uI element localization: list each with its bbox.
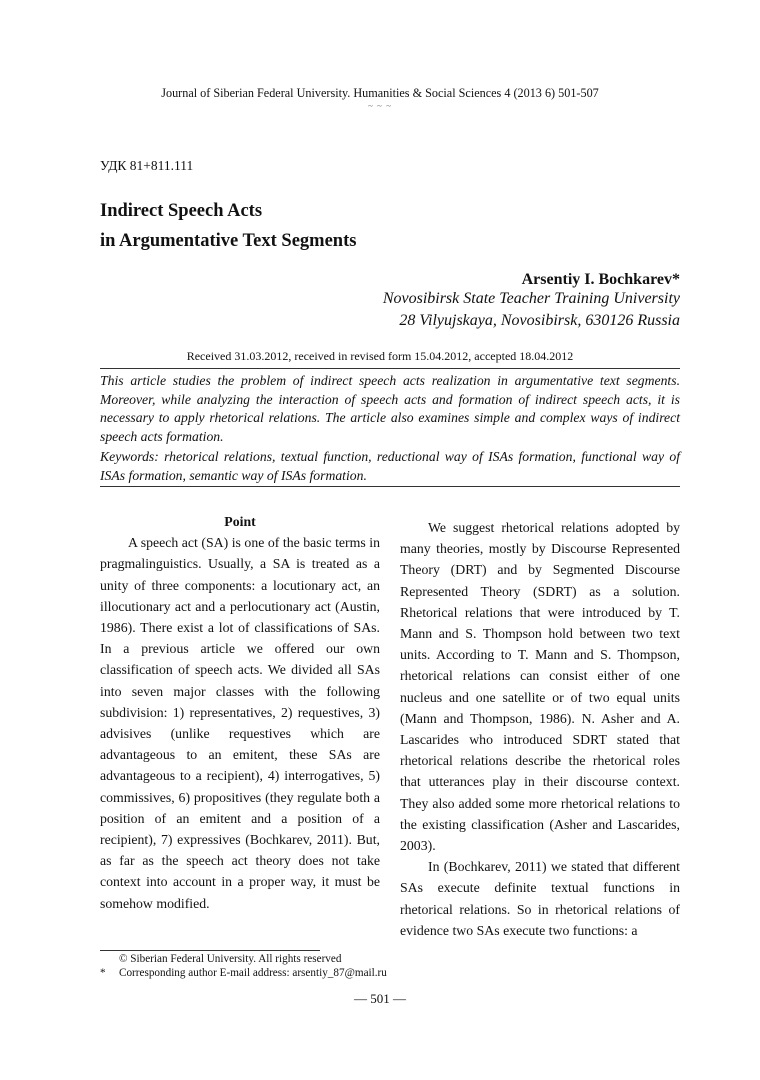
author-name: Arsentiy I. Bochkarev* xyxy=(521,271,680,288)
title-line-2: in Argumentative Text Segments xyxy=(100,231,357,251)
header-ornament: ~ ~ ~ xyxy=(367,101,393,111)
author-affiliation: Novosibirsk State Teacher Training University xyxy=(382,290,680,307)
journal-header: Journal of Siberian Federal University. Humanities & Social Sciences 4 (2013 6) 501-507 xyxy=(161,86,599,100)
article-title xyxy=(100,196,356,256)
keywords: Keywords: rhetorical relations, textual function, reductional way of ISAs formation, functional way of ISAs formation, semantic way of ISAs formation. xyxy=(100,449,680,483)
footnote-divider xyxy=(100,950,320,951)
udk-code: УДК 81+811.111 xyxy=(100,158,194,173)
paragraph: In (Bochkarev, 2011) we stated that different SAs execute definite textual functions in rhetorical relations. So in rhetorical relations of evidence two SAs execute two functions: a xyxy=(400,859,680,938)
paragraph: A speech act (SA) is one of the basic terms in pragmalinguistics. Usually, a SA is treated as a unity of three components: a locutionary act, an illocutionary act and a perlocutionary act (Austin, 1986). There exist a lot of classifications of SAs. In a previous article we offered our own classification of speech acts. We divided all SAs into seven major classes with the following subdivision: 1) representatives, 2) requestives, 3) advisives (unlike requestives which are advantageous to an emitent, these SAs are advantageous to a recipient), 4) interrogatives, 5) commissives, 6) propositives (they regulate both a position of an emitent and a position of a recipient), 7) expressives (Bochkarev, 2011). But, as far as the speech act theory does not take context into account in a proper way, it must be somehow modified. xyxy=(100,535,380,911)
footnote-text: Corresponding author E-mail address: arsentiy_87@mail.ru xyxy=(119,967,387,979)
divider-top xyxy=(100,368,680,369)
title-line-1: Indirect Speech Acts xyxy=(100,201,263,221)
body-column-right xyxy=(400,517,680,941)
section-heading: Point xyxy=(224,514,256,529)
author-affiliation-block xyxy=(383,288,680,332)
footnote-mark: * xyxy=(100,967,106,979)
author-address: 28 Vilyujskaya, Novosibirsk, 630126 Russia xyxy=(399,312,680,329)
footnote-email xyxy=(100,966,387,980)
body-column-left xyxy=(100,511,380,914)
footnote-copyright xyxy=(100,952,341,966)
page-number: — 501 — xyxy=(354,991,406,1006)
abstract: This article studies the problem of indirect speech acts realization in argumentative text segments. Moreover, while analyzing the interaction of speech acts and formation of indirect speech acts, it is necessary to apply rhetorical relations. The article also examines simple and complex ways of indirect speech acts formation. xyxy=(100,373,680,445)
divider-bottom xyxy=(100,486,680,487)
footnote-text: © Siberian Federal University. All rights reserved xyxy=(119,953,342,965)
paragraph: We suggest rhetorical relations adopted by many theories, mostly by Discourse Represented Theory (DRT) and by Segmented Discourse Represented Theory (SDRT) as a solution. Rhetorical relations that were introduced by T. Mann and S. Thompson hold between two text units. According to T. Mann and S. Thompson, rhetorical relations can consist either of one nucleus and one satellite or of two equal units (Mann and Thompson, 1986). N. Asher and A. Lascarides who introduced SDRT stated that rhetorical relations describe the rhetorical roles that utterances play in their discourse context. They also added some more rhetorical relations to the existing classification (Asher and Lascarides, 2003). xyxy=(400,520,680,854)
received-dates: Received 31.03.2012, received in revised form 15.04.2012, accepted 18.04.2012 xyxy=(186,349,574,363)
